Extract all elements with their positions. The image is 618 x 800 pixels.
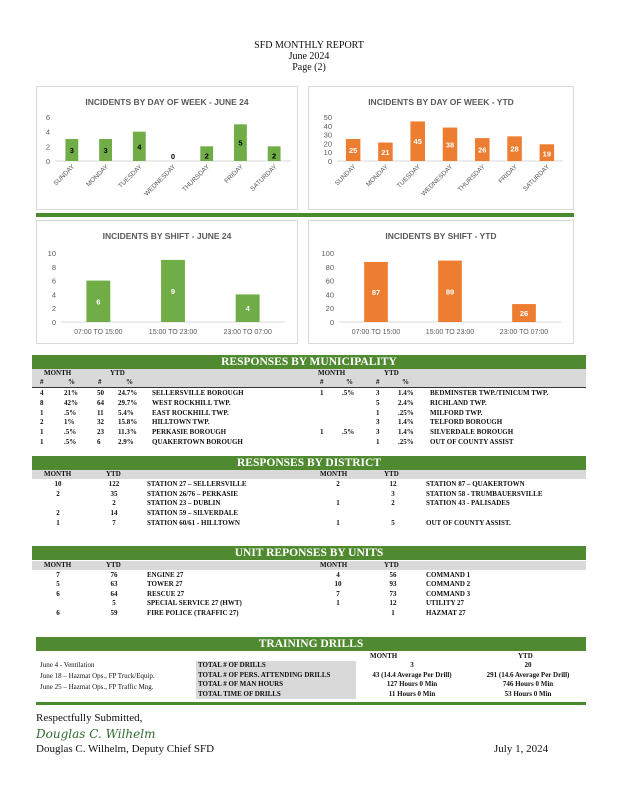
cell-month: 6 — [56, 589, 60, 598]
section-training-title: TRAINING DRILLS — [36, 637, 586, 651]
chart-svg — [309, 221, 575, 345]
chart-svg — [309, 87, 575, 211]
cell-unit: HAZMAT 27 — [426, 608, 466, 617]
drill-item: June 25 – Hazmat Ops., FP Traffic Mng. — [40, 683, 154, 691]
training-month-value: 11 Hours 0 Min — [388, 689, 436, 698]
cell-municipality: WEST ROCKHILL TWP. — [152, 398, 231, 407]
data-label: 89 — [445, 287, 455, 297]
y-tick-label: 20 — [325, 304, 334, 314]
chart-title: INCIDENTS BY DAY OF WEEK - JUNE 24 — [85, 97, 249, 107]
cell-ytd-count: 32 — [97, 418, 104, 427]
cell-unit: FIRE POLICE (TRAFFIC 27) — [147, 608, 239, 617]
x-tick-label: WEDNESDAY — [420, 163, 455, 198]
cell-district: STATION 60/61 - HILLTOWN — [147, 518, 240, 527]
cell-month-pct: .5% — [64, 428, 77, 437]
cell-month: 2 — [336, 480, 340, 488]
divider — [32, 387, 586, 388]
cell-month: 2 — [56, 509, 60, 518]
col-ytd: YTD — [518, 652, 533, 660]
cell-unit: COMMAND 2 — [426, 580, 471, 589]
x-tick-label: 07:00 TO 15:00 — [351, 329, 401, 336]
training-ytd-value: 291 (14.6 Average Per Drill) — [486, 670, 570, 679]
col-ytd: YTD — [384, 561, 399, 569]
cell-ytd-pct: .25% — [398, 408, 414, 417]
cell-ytd-pct: 1.4% — [398, 418, 414, 427]
cell-ytd: 2 — [391, 499, 395, 508]
col-pct: % — [346, 378, 353, 386]
x-tick-label: MONDAY — [365, 163, 390, 189]
data-label: 4 — [245, 304, 250, 314]
cell-ytd-count: 1 — [376, 438, 380, 446]
col-month: MONTH — [318, 369, 346, 377]
report-date: June 2024 — [288, 51, 330, 62]
cell-ytd-pct: .25% — [398, 438, 414, 446]
y-tick-label: 8 — [51, 262, 56, 272]
cell-month-count: 1 — [40, 428, 44, 437]
data-label: 2 — [204, 151, 209, 161]
x-tick-label: THURSDAY — [456, 163, 487, 194]
y-tick-label: 40 — [323, 121, 332, 131]
cell-month: 4 — [336, 571, 340, 579]
cell-month: 10 — [54, 480, 62, 488]
cell-municipality: HILLTOWN TWP. — [152, 418, 210, 427]
x-tick-label: WEDNESDAY — [143, 163, 178, 198]
y-tick-label: 10 — [323, 148, 332, 158]
y-tick-label: 0 — [51, 318, 56, 327]
data-label: 9 — [170, 286, 176, 296]
x-tick-label: 15:00 TO 23:00 — [425, 329, 475, 336]
y-tick-label: 0 — [45, 157, 50, 166]
cell-month: 1 — [336, 499, 340, 508]
data-label: 26 — [478, 145, 487, 155]
chart-title: INCIDENTS BY SHIFT - JUNE 24 — [102, 231, 232, 241]
col-pct: % — [68, 378, 75, 386]
training-ytd-value: 20 — [524, 661, 532, 669]
col-num: # — [40, 378, 44, 386]
x-tick-label: THURSDAY — [181, 163, 212, 194]
divider — [36, 213, 574, 217]
cell-district: OUT OF COUNTY ASSIST. — [426, 518, 511, 527]
cell-ytd-count: 5 — [376, 398, 380, 407]
cell-month-pct: .5% — [342, 428, 355, 437]
cell-ytd-count: 50 — [97, 389, 104, 397]
drill-item: June 4 - Ventilation — [40, 661, 95, 669]
chart-shift-june — [36, 220, 298, 344]
cell-ytd: 3 — [391, 489, 395, 498]
data-label: 5 — [238, 138, 243, 148]
cell-municipality: PERKASIE BOROUGH — [152, 428, 227, 437]
y-tick-label: 4 — [51, 290, 56, 300]
cell-ytd: 64 — [110, 589, 118, 598]
cell-district: STATION 59 – SILVERDALE — [147, 509, 239, 518]
cell-month-pct: 21% — [64, 389, 78, 397]
x-tick-label: SATURDAY — [521, 163, 552, 193]
cell-ytd-count: 3 — [376, 389, 380, 397]
training-row-label: TOTAL TIME OF DRILLS — [198, 689, 281, 698]
section-units-title: UNIT REPONSES BY UNITS — [32, 546, 586, 560]
cell-ytd: 59 — [110, 608, 118, 617]
data-label: 87 — [371, 287, 381, 297]
training-month-value: 3 — [410, 661, 414, 669]
x-tick-label: 15:00 TO 23:00 — [148, 329, 198, 336]
cell-municipality: QUAKERTOWN BOROUGH — [152, 438, 243, 446]
col-month: MONTH — [44, 470, 72, 478]
cell-ytd-count: 64 — [97, 398, 104, 407]
y-tick-label: 60 — [325, 276, 334, 286]
x-tick-label: MONDAY — [85, 163, 110, 189]
cell-ytd: 63 — [110, 580, 118, 589]
data-label: 0 — [170, 152, 176, 161]
cell-unit: COMMAND 1 — [426, 571, 471, 579]
data-label: 3 — [103, 146, 108, 155]
cell-municipality: SILVERDALE BOROUGH — [430, 428, 514, 437]
training-ytd-value: 746 Hours 0 Min — [502, 680, 554, 688]
col-month: MONTH — [320, 561, 348, 569]
cell-month-count: 1 — [40, 408, 44, 417]
y-tick-label: 2 — [45, 142, 50, 152]
cell-month-pct: 1% — [64, 418, 75, 427]
cell-municipality: BEDMINSTER TWP./TINICUM TWP. — [430, 389, 549, 397]
cell-district: STATION 27 – SELLERSVILLE — [147, 480, 247, 488]
cell-ytd: 76 — [110, 571, 118, 579]
cell-month-count: 8 — [40, 398, 44, 407]
cell-ytd-count: 6 — [97, 438, 101, 446]
data-label: 38 — [445, 140, 455, 150]
col-num: # — [376, 378, 380, 386]
cell-ytd: 12 — [389, 480, 397, 488]
x-tick-label: 23:00 TO 07:00 — [499, 329, 549, 336]
data-label: 4 — [137, 142, 142, 152]
cell-ytd: 5 — [112, 599, 116, 608]
col-ytd: YTD — [106, 470, 121, 478]
cell-district: STATION 87 – QUAKERTOWN — [426, 480, 525, 488]
y-tick-label: 4 — [45, 127, 50, 137]
cell-month-count: 2 — [40, 418, 44, 427]
cell-ytd: 35 — [110, 489, 118, 498]
col-num: # — [320, 378, 324, 386]
training-month-value: 43 (14.4 Average Per Drill) — [372, 670, 452, 679]
cell-ytd-pct: 29.7% — [118, 398, 138, 407]
cell-ytd: 2 — [112, 499, 116, 508]
cell-municipality: RICHLAND TWP. — [430, 398, 487, 407]
y-tick-label: 80 — [325, 262, 334, 272]
cell-month-pct: .5% — [64, 438, 77, 446]
y-tick-label: 30 — [323, 130, 332, 140]
signature: Douglas C. Wilhelm — [36, 727, 156, 741]
chart-title: INCIDENTS BY SHIFT - YTD — [385, 231, 497, 241]
cell-month-pct: .5% — [342, 389, 355, 397]
cell-district: STATION 23 – DUBLIN — [147, 499, 221, 508]
col-ytd: YTD — [110, 369, 125, 377]
cell-month: 1 — [336, 518, 340, 527]
report-title: SFD MONTHLY REPORT — [254, 40, 364, 51]
cell-district: STATION 43 - PALISADES — [426, 499, 510, 508]
y-tick-label: 6 — [51, 276, 56, 286]
data-label: 2 — [272, 151, 277, 161]
cell-municipality: OUT OF COUNTY ASSIST — [430, 438, 514, 446]
x-tick-label: SATURDAY — [249, 163, 279, 193]
cell-ytd: 5 — [391, 518, 395, 527]
training-month-value: 127 Hours 0 Min — [386, 680, 438, 688]
cell-ytd-pct: 1.4% — [398, 389, 414, 397]
cell-ytd: 73 — [389, 589, 397, 598]
cell-month: 1 — [56, 518, 60, 527]
data-label: 21 — [381, 147, 390, 157]
x-tick-label: TUESDAY — [395, 163, 423, 190]
cell-month-count: 4 — [40, 389, 44, 397]
data-label: 25 — [348, 146, 358, 155]
cell-month-count: 1 — [40, 438, 44, 446]
y-tick-label: 10 — [47, 249, 56, 258]
y-tick-label: 50 — [323, 113, 332, 122]
cell-unit: UTILITY 27 — [426, 599, 465, 608]
chart-day-june — [36, 86, 298, 210]
x-tick-label: 07:00 TO 15:00 — [74, 329, 123, 336]
chart-shift-ytd — [308, 220, 574, 344]
cell-unit: TOWER 27 — [147, 580, 183, 589]
cell-unit: SPECIAL SERVICE 27 (HWT) — [147, 599, 242, 608]
cell-ytd: 7 — [112, 518, 116, 527]
cell-ytd-pct: 1.4% — [398, 428, 414, 437]
training-row-label: TOTAL # OF MAN HOURS — [198, 680, 284, 688]
cell-municipality: SELLERSVILLE BOROUGH — [152, 389, 244, 397]
cell-ytd: 122 — [108, 480, 120, 488]
cell-municipality: EAST ROCKHILL TWP. — [152, 408, 229, 417]
drill-item: June 18 – Hazmat Ops., FP Truck/Equip. — [40, 672, 155, 680]
col-month: MONTH — [44, 369, 72, 377]
data-label: 6 — [96, 297, 101, 307]
cell-ytd-pct: 11.3% — [118, 428, 137, 437]
cell-ytd: 56 — [389, 571, 397, 579]
cell-month: 10 — [334, 580, 342, 589]
cell-month: 7 — [336, 589, 340, 598]
col-ytd: YTD — [384, 369, 399, 377]
cell-district: STATION 58 - TRUMBAUERSVILLE — [426, 489, 543, 498]
cell-ytd-pct: 2.4% — [398, 398, 414, 407]
y-tick-label: 6 — [45, 113, 50, 122]
x-tick-label: FRIDAY — [223, 163, 245, 185]
cell-ytd: 93 — [389, 580, 397, 589]
y-tick-label: 100 — [321, 249, 334, 258]
y-tick-label: 2 — [51, 304, 56, 314]
col-month: MONTH — [320, 470, 348, 478]
cell-ytd-count: 3 — [376, 428, 380, 437]
col-ytd: YTD — [106, 561, 121, 569]
y-tick-label: 40 — [325, 290, 334, 300]
x-tick-label: 23:00 TO 07:00 — [223, 329, 272, 336]
cell-month: 1 — [336, 599, 340, 608]
cell-ytd-count: 3 — [376, 418, 380, 427]
cell-unit: ENGINE 27 — [147, 571, 184, 579]
cell-month-pct: 42% — [64, 398, 78, 407]
cell-municipality: TELFORD BOROUGH — [430, 418, 503, 427]
cell-ytd: 1 — [391, 608, 395, 617]
cell-ytd: 12 — [389, 599, 397, 608]
cell-month: 6 — [56, 608, 60, 617]
x-tick-label: FRIDAY — [497, 163, 519, 185]
cell-month-count: 1 — [320, 389, 324, 397]
chart-title: INCIDENTS BY DAY OF WEEK - YTD — [368, 97, 514, 107]
col-month: MONTH — [370, 652, 398, 660]
cell-district: STATION 26/76 – PERKASIE — [147, 489, 238, 498]
col-pct: % — [126, 378, 133, 386]
submitted-text: Respectfully Submitted, — [36, 712, 143, 724]
cell-month-pct: .5% — [64, 408, 77, 417]
x-tick-label: SUNDAY — [333, 163, 358, 188]
section-district-title: RESPONSES BY DISTRICT — [32, 456, 586, 470]
cell-municipality: MILFORD TWP. — [430, 408, 483, 417]
cell-ytd-count: 1 — [376, 408, 380, 417]
x-tick-label: TUESDAY — [117, 163, 144, 190]
cell-unit: COMMAND 3 — [426, 589, 471, 598]
data-label: 28 — [510, 144, 519, 154]
page-number: Page (2) — [292, 62, 326, 73]
chart-svg — [37, 87, 299, 211]
cell-month-count: 1 — [320, 428, 324, 437]
chart-svg — [37, 221, 299, 345]
cell-ytd-pct: 15.8% — [118, 418, 138, 427]
divider — [36, 702, 586, 705]
data-label: 45 — [413, 137, 422, 147]
cell-month: 2 — [56, 489, 60, 498]
cell-ytd: 14 — [110, 509, 118, 518]
y-tick-label: 20 — [323, 139, 332, 149]
cell-month: 7 — [56, 571, 60, 579]
cell-month: 5 — [56, 580, 60, 589]
y-tick-label: 0 — [327, 157, 332, 166]
report-submit-date: July 1, 2024 — [494, 743, 549, 755]
chart-day-ytd — [308, 86, 574, 210]
data-label: 3 — [69, 146, 74, 155]
y-tick-label: 0 — [329, 318, 334, 327]
data-label: 19 — [542, 149, 552, 159]
data-label: 26 — [519, 309, 529, 319]
col-ytd: YTD — [384, 470, 399, 478]
cell-unit: RESCUE 27 — [147, 589, 185, 598]
col-num: # — [98, 378, 102, 386]
cell-ytd-pct: 5.4% — [118, 408, 134, 417]
col-month: MONTH — [44, 561, 72, 569]
cell-ytd-count: 11 — [97, 408, 104, 417]
cell-ytd-pct: 24.7% — [118, 389, 138, 397]
signer-name: Douglas C. Wilhelm, Deputy Chief SFD — [36, 743, 215, 755]
training-ytd-value: 53 Hours 0 Min — [504, 689, 552, 698]
section-municipality-title: RESPONSES BY MUNICIPALITY — [32, 355, 586, 369]
cell-ytd-count: 23 — [97, 428, 104, 437]
col-pct: % — [402, 378, 409, 386]
training-row-label: TOTAL # OF PERS. ATTENDING DRILLS — [198, 670, 331, 679]
training-row-label: TOTAL # OF DRILLS — [198, 661, 266, 669]
cell-ytd-pct: 2.9% — [118, 438, 134, 446]
x-tick-label: SUNDAY — [52, 163, 77, 188]
